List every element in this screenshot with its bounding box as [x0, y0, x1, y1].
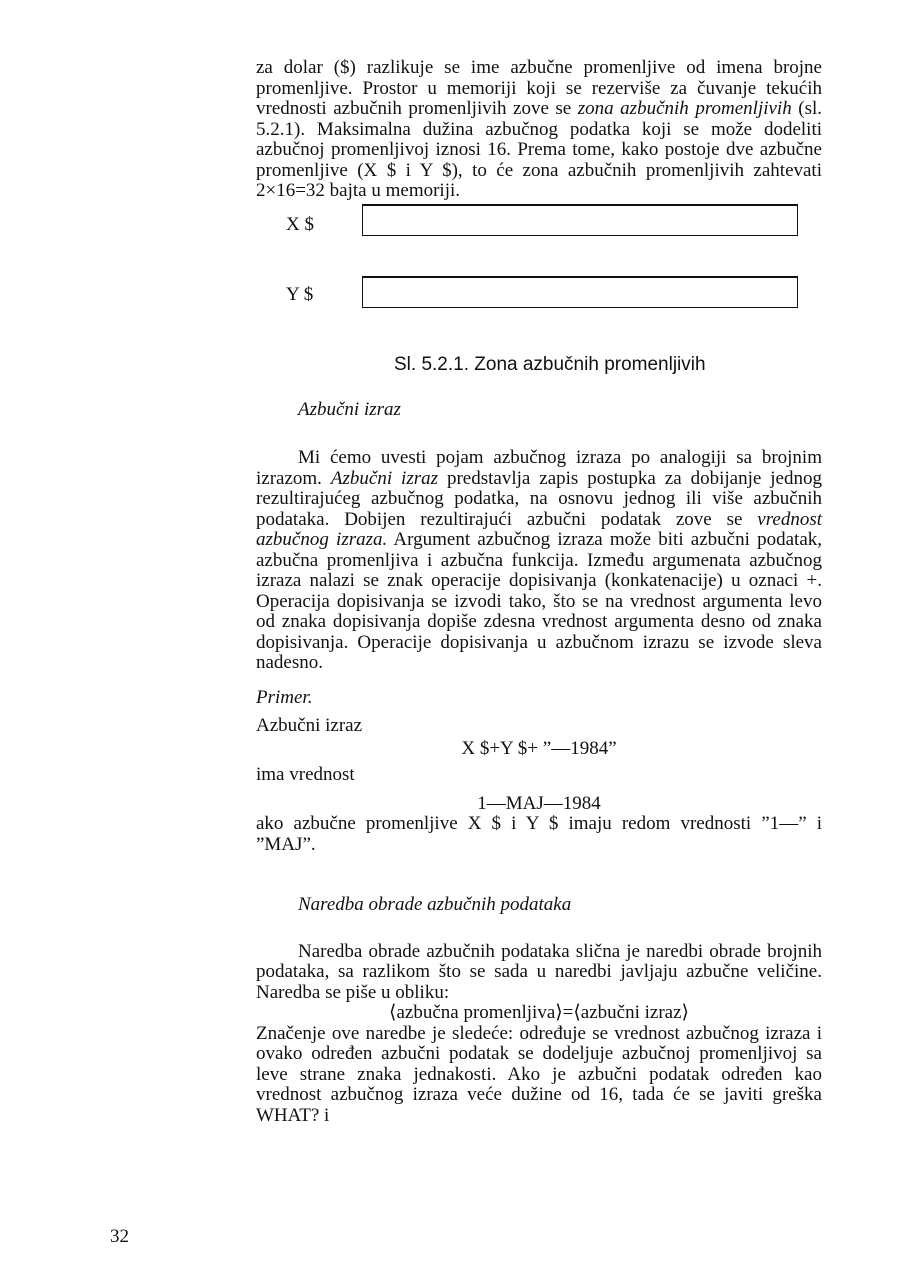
emphasis-term: vrednost azbučnog izraza. [256, 508, 822, 550]
example-line-1: Azbučni izraz [256, 715, 363, 736]
section-heading-string-expression: Azbučni izraz [298, 398, 401, 420]
figure-box-x [362, 204, 798, 236]
section-heading-string-statement: Naredba obrade azbučnih podataka [298, 894, 572, 915]
example-expression: X $+Y $+ ”—1984” [461, 737, 617, 759]
example-value: 1—MAJ—1984 [477, 792, 601, 814]
figure-box-y [362, 276, 798, 308]
text-run: Mi ćemo uvesti pojam azbučnog izraza po analogiji sa brojnim izrazom. [256, 447, 822, 489]
paragraph-string-expression [256, 448, 822, 674]
figure-label-x: X $ [286, 213, 314, 235]
text-run: za dolar ($) razlikuje se ime azbučne promenljive od imena brojne promenljive. Prostor u memoriji koji se rezerviše za čuvanje tekućih vrednosti azbučnih promenljivih zove se [256, 57, 822, 119]
paragraph-string-statement: Naredba obrade azbučnih podataka slična je naredbi obrade brojnih podataka, sa razlikom što se sada u naredbi javljaju azbučne veličine. Naredba se piše u obliku: [256, 940, 822, 1003]
example-line-2: ima vrednost [256, 764, 355, 785]
text-run: predstavlja zapis postupka za dobijanje jednog rezultirajućeg azbučnog podatka, na osnovu jednog ili više azbučnih podataka. Dobijen rezultirajući azbučni podatak zove se [256, 467, 822, 530]
figure-string-zone [256, 212, 822, 384]
page-content [256, 58, 822, 1126]
figure-label-y: Y $ [286, 283, 314, 305]
paragraph-intro [256, 58, 822, 202]
example-line-3: ako azbučne promenljive X $ i Y $ imaju redom vrednosti ”1—” i ”MAJ”. [256, 813, 822, 855]
text-run: (sl. 5.2.1). Maksimalna dužina azbučnog podatka koji se može dodeliti azbučnoj promenljivoj iznosi 16. Prema tome, kako postoje dve azbučne promenljive (X $ i Y $), to će zona azbučnih promenljivih zahtevati 2×16=32 bajta u memoriji. [256, 98, 822, 201]
statement-syntax: ⟨azbučna promenljiva⟩=⟨azbučni izraz⟩ [389, 1002, 689, 1023]
example-label: Primer. [256, 686, 313, 708]
paragraph-statement-meaning: Značenje ove naredbe je sledeće: određuje se vrednost azbučnog izraza i ovako određen azbučni podatak se dodeljuje azbučnoj promenljivoj sa leve strane znaka jednakosti. Ako je azbučni podatak određen kao vrednost azbučnog izraza veće dužine od 16, tada će se javiti greška WHAT? i [256, 1022, 822, 1126]
emphasis-term: zona azbučnih promenljivih [577, 98, 792, 119]
text-run: Argument azbučnog izraza može biti azbučni podatak, azbučna promenljiva i azbučna funkcija. Između argumenata azbučnog izraza nalazi se znak operacije dopisivanja (konkatenacije) u oznaci +. Operacija dopisivanja se izvodi tako, što se na vrednost argumenta levo od znaka dopisivanja dopiše zdesna vrednost argumenta desno od znaka dopisivanja. Operacije dopisivanja u azbučnom izrazu se izvode sleva nadesno. [256, 529, 822, 673]
page-number: 32 [110, 1226, 129, 1247]
emphasis-term: Azbučni izraz [330, 467, 439, 489]
figure-caption: Sl. 5.2.1. Zona azbučnih promenljivih [394, 353, 706, 375]
